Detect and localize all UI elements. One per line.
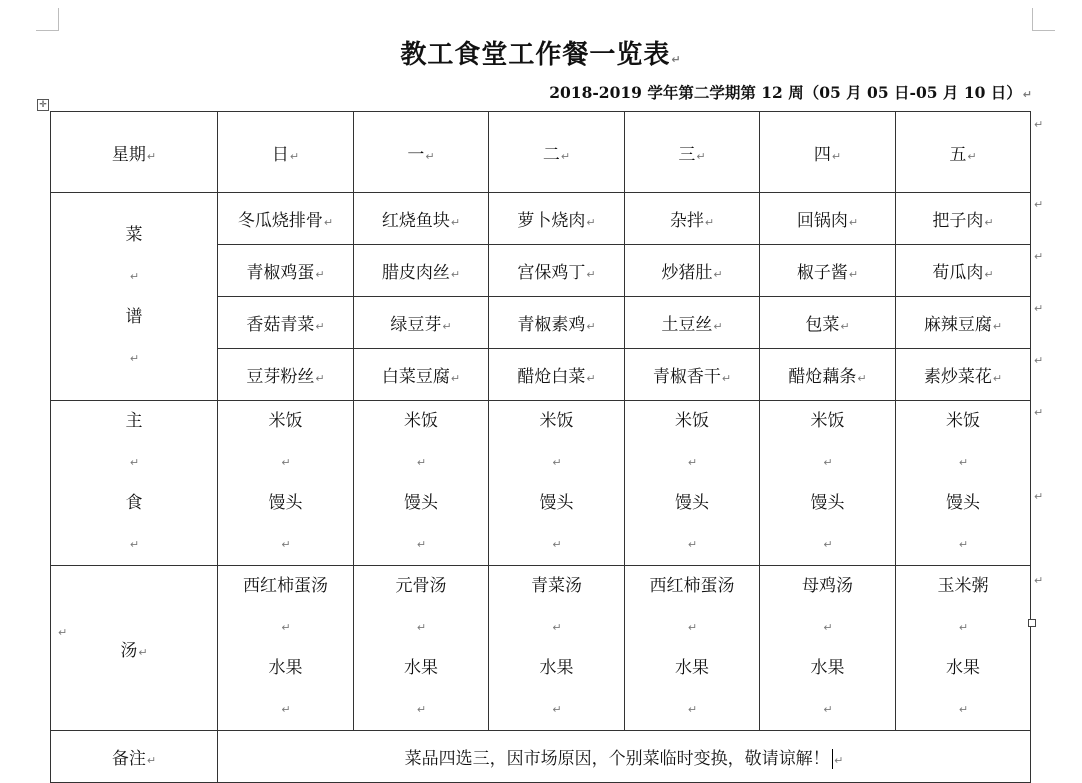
- soup-cell[interactable]: 玉米粥 ↵ 水果 ↵: [896, 566, 1031, 731]
- row-end-mark: ↵: [1034, 302, 1044, 315]
- row-end-mark: ↵: [1034, 354, 1044, 367]
- dish-cell[interactable]: 素炒菜花↵: [896, 349, 1031, 401]
- row-end-mark: ↵: [1034, 574, 1044, 587]
- row-end-mark: ↵: [1034, 198, 1044, 211]
- day-header[interactable]: 三↵: [625, 112, 760, 193]
- paragraph-mark: ↵: [671, 53, 682, 66]
- staple-row-label[interactable]: 主 ↵ 食 ↵: [51, 401, 218, 566]
- soup-cell[interactable]: 青菜汤 ↵ 水果 ↵: [489, 566, 625, 731]
- dish-cell[interactable]: 把子肉↵: [896, 193, 1031, 245]
- menu-row: [51, 193, 1031, 245]
- document-title[interactable]: 教工食堂工作餐一览表↵: [400, 40, 682, 70]
- day-header[interactable]: 五↵: [896, 112, 1031, 193]
- dish-cell[interactable]: 杂拌↵: [625, 193, 760, 245]
- page-corner-top-left: [36, 8, 59, 31]
- staple-cell[interactable]: 米饭 ↵ 馒头 ↵: [489, 401, 625, 566]
- dish-cell[interactable]: 青椒香干↵: [625, 349, 760, 401]
- weekday-header-row: [51, 112, 1031, 193]
- staple-cell[interactable]: 米饭 ↵ 馒头 ↵: [354, 401, 489, 566]
- soup-row: [51, 566, 1031, 731]
- dish-cell[interactable]: 腊皮肉丝↵: [354, 245, 489, 297]
- menu-table: [50, 111, 1031, 783]
- soup-cell[interactable]: 西红柿蛋汤 ↵ 水果 ↵: [218, 566, 354, 731]
- dish-cell[interactable]: 红烧鱼块↵: [354, 193, 489, 245]
- weekday-header-label[interactable]: 星期↵: [51, 112, 218, 193]
- row-end-mark: ↵: [1034, 118, 1044, 131]
- dish-cell[interactable]: 荀瓜肉↵: [896, 245, 1031, 297]
- text-cursor: [832, 749, 834, 769]
- soup-cell[interactable]: 西红柿蛋汤 ↵ 水果 ↵: [625, 566, 760, 731]
- table-resize-handle[interactable]: [1028, 619, 1036, 627]
- dish-cell[interactable]: 青椒鸡蛋↵: [218, 245, 354, 297]
- day-header[interactable]: 四↵: [760, 112, 896, 193]
- dish-cell[interactable]: 椒子酱↵: [760, 245, 896, 297]
- dish-cell[interactable]: 回锅肉↵: [760, 193, 896, 245]
- menu-row-label[interactable]: 菜 ↵ 谱 ↵: [51, 193, 218, 401]
- dish-cell[interactable]: 醋炝白菜↵: [489, 349, 625, 401]
- row-end-mark: ↵: [1034, 490, 1044, 503]
- day-header[interactable]: 二↵: [489, 112, 625, 193]
- week-subtitle[interactable]: 2018-2019 学年第二学期第 12 周（05 月 05 日-05 月 10 日）↵: [549, 83, 1032, 102]
- dish-cell[interactable]: 宫保鸡丁↵: [489, 245, 625, 297]
- soup-cell[interactable]: 母鸡汤 ↵ 水果 ↵: [760, 566, 896, 731]
- staple-cell[interactable]: 米饭 ↵ 馒头 ↵: [218, 401, 354, 566]
- dish-cell[interactable]: 豆芽粉丝↵: [218, 349, 354, 401]
- table-move-handle-icon[interactable]: ✛: [37, 99, 49, 111]
- soup-row-label[interactable]: 汤↵: [51, 566, 218, 731]
- staple-cell[interactable]: 米饭 ↵ 馒头 ↵: [896, 401, 1031, 566]
- page-corner-top-right: [1032, 8, 1055, 31]
- dish-cell[interactable]: 萝卜烧肉↵: [489, 193, 625, 245]
- dish-cell[interactable]: 炒猪肚↵: [625, 245, 760, 297]
- note-cell[interactable]: 菜品四选三，因市场原因，个别菜临时变换，敬请谅解！ ↵: [218, 731, 1031, 783]
- dish-cell[interactable]: 白菜豆腐↵: [354, 349, 489, 401]
- dish-cell[interactable]: 冬瓜烧排骨↵: [218, 193, 354, 245]
- soup-cell[interactable]: 元骨汤 ↵ 水果 ↵: [354, 566, 489, 731]
- paragraph-mark: ↵: [1022, 88, 1032, 101]
- dish-cell[interactable]: 香菇青菜↵: [218, 297, 354, 349]
- staple-cell[interactable]: 米饭 ↵ 馒头 ↵: [625, 401, 760, 566]
- row-end-mark: ↵: [1034, 406, 1044, 419]
- dish-cell[interactable]: 土豆丝↵: [625, 297, 760, 349]
- row-end-mark: ↵: [1034, 250, 1044, 263]
- staple-cell[interactable]: 米饭 ↵ 馒头 ↵: [760, 401, 896, 566]
- document-end-mark: ↵: [58, 626, 68, 639]
- day-header[interactable]: 一↵: [354, 112, 489, 193]
- note-row: [51, 731, 1031, 783]
- dish-cell[interactable]: 醋炝藕条↵: [760, 349, 896, 401]
- dish-cell[interactable]: 绿豆芽↵: [354, 297, 489, 349]
- day-header[interactable]: 日↵: [218, 112, 354, 193]
- dish-cell[interactable]: 麻辣豆腐↵: [896, 297, 1031, 349]
- dish-cell[interactable]: 青椒素鸡↵: [489, 297, 625, 349]
- dish-cell[interactable]: 包菜↵: [760, 297, 896, 349]
- staple-row: [51, 401, 1031, 566]
- note-row-label[interactable]: 备注↵: [51, 731, 218, 783]
